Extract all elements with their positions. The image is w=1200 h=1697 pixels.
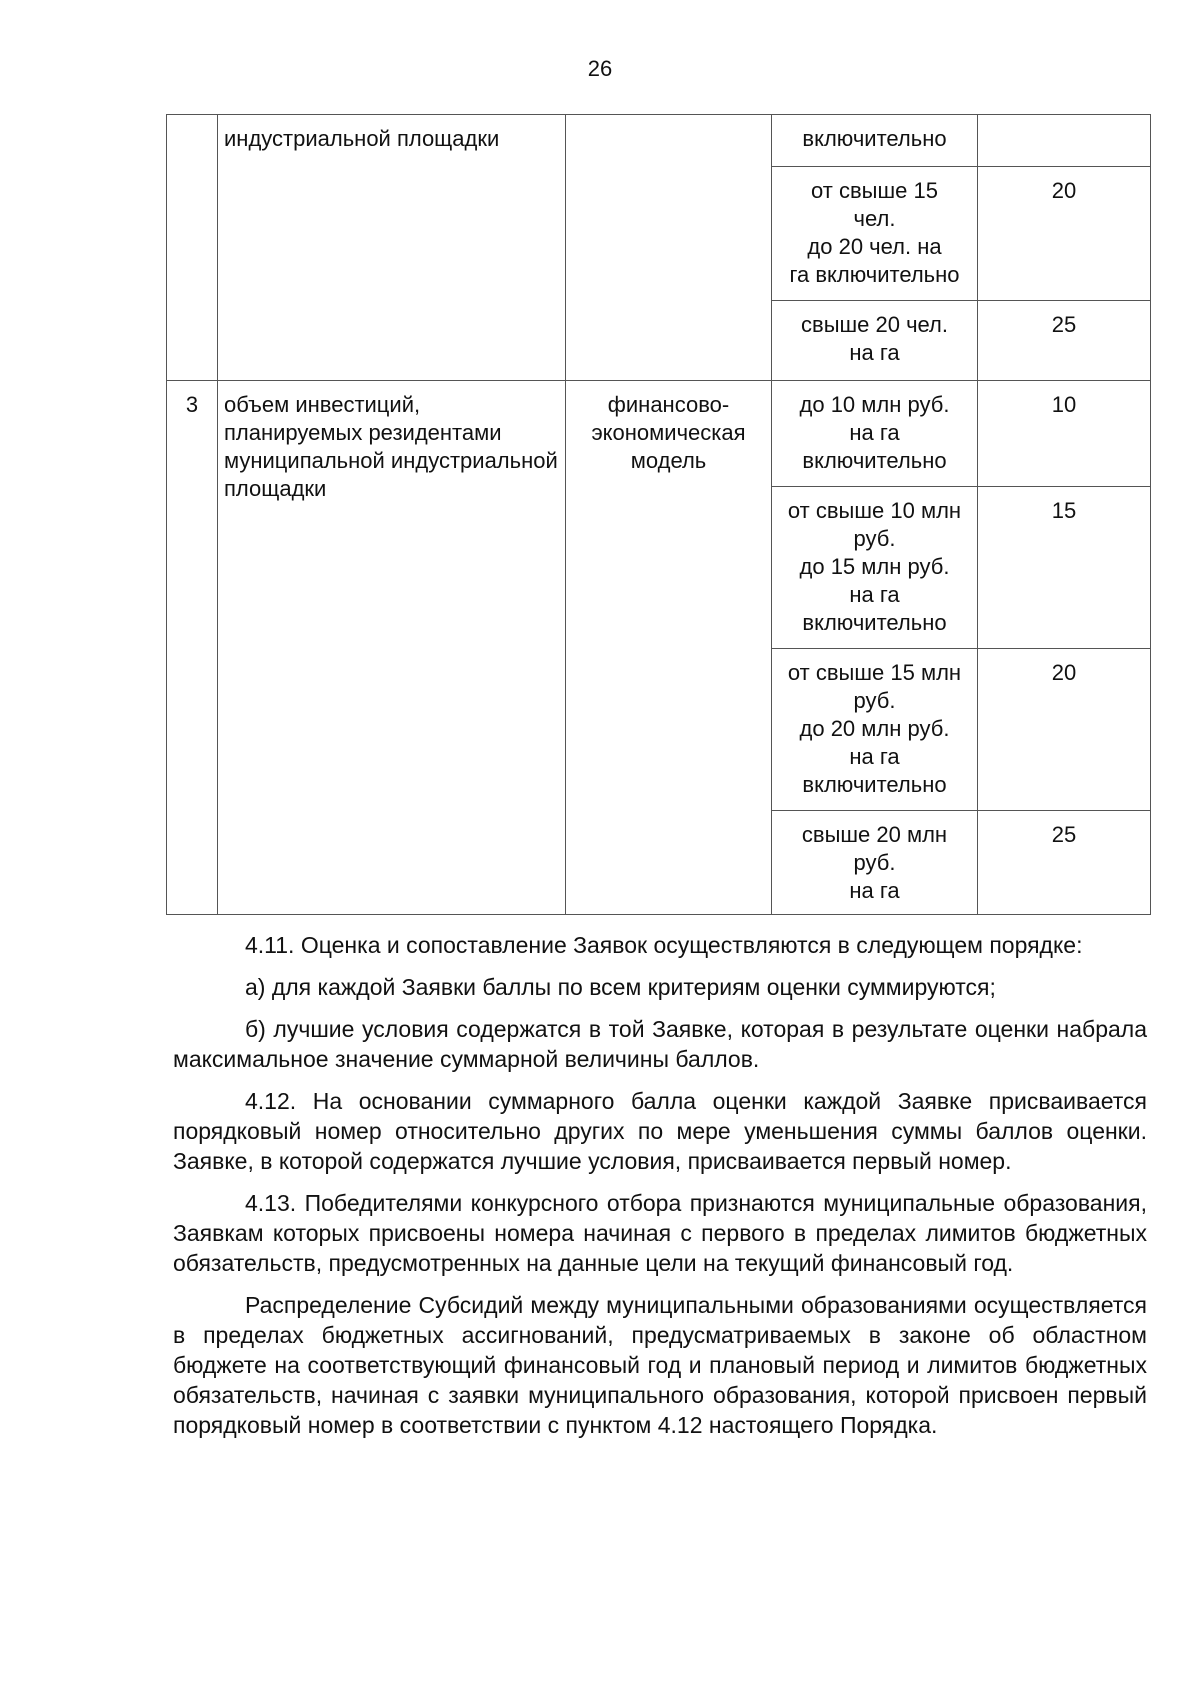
score-cell: 20 [978, 167, 1151, 301]
score-cell: 25 [978, 811, 1151, 915]
row-number-cell: 3 [167, 381, 218, 915]
score-cell: 10 [978, 381, 1151, 487]
score-cell: 15 [978, 487, 1151, 649]
score-cell: 25 [978, 301, 1151, 381]
paragraph: а) для каждой Заявки баллы по всем критериям оценки суммируются; [245, 974, 996, 1000]
range-cell: от свыше 10 млн руб. до 15 млн руб. на га включительно [772, 487, 978, 649]
criteria-table [166, 114, 1151, 915]
paragraph: 4.11. Оценка и сопоставление Заявок осуществляются в следующем порядке: [245, 932, 1083, 958]
range-cell: до 10 млн руб. на га включительно [772, 381, 978, 487]
range-cell: свыше 20 млн руб. на га [772, 811, 978, 915]
score-cell: 20 [978, 649, 1151, 811]
range-cell: от свыше 15 чел. до 20 чел. на га включительно [772, 167, 978, 301]
page-number: 26 [587, 56, 613, 81]
criterion-cell: объем инвестиций, планируемых резидентами муниципальной индустриальной площадки [218, 381, 566, 915]
paragraph: 4.12. На основании суммарного балла оценки каждой Заявке присваивается порядковый номер относительно других по мере уменьшения суммы баллов оценки. Заявке, в которой содержатся лучшие условия, присваивается первый номер. [173, 1088, 1147, 1174]
criterion-cell: индустриальной площадки [218, 115, 566, 381]
paragraph: 4.13. Победителями конкурсного отбора признаются муниципальные образования, Заявкам которых присвоены номера начиная с первого в пределах лимитов бюджетных обязательств, предусмотренных на данные цели на текущий финансовый год. [173, 1190, 1147, 1276]
paragraph: Распределение Субсидий между муниципальными образованиями осуществляется в пределах бюджетных ассигнований, предусматриваемых в законе об областном бюджете на соответствующий финансовый год и плановый период и лимитов бюджетных обязательств, начиная с заявки муниципального образования, которой присвоен первый порядковый номер в соответствии с пунктом 4.12 настоящего Порядка. [173, 1292, 1147, 1438]
source-cell: финансово- экономическая модель [566, 381, 772, 915]
score-cell [978, 115, 1151, 167]
source-cell [566, 115, 772, 381]
table-row [167, 115, 1151, 167]
range-cell: от свыше 15 млн руб. до 20 млн руб. на га включительно [772, 649, 978, 811]
range-cell: свыше 20 чел. на га [772, 301, 978, 381]
range-cell: включительно [772, 115, 978, 167]
paragraph: б) лучшие условия содержатся в той Заявке, которая в результате оценки набрала максимальное значение суммарной величины баллов. [173, 1016, 1147, 1072]
body-text [173, 930, 1147, 1452]
table-row [167, 381, 1151, 487]
row-number-cell [167, 115, 218, 381]
